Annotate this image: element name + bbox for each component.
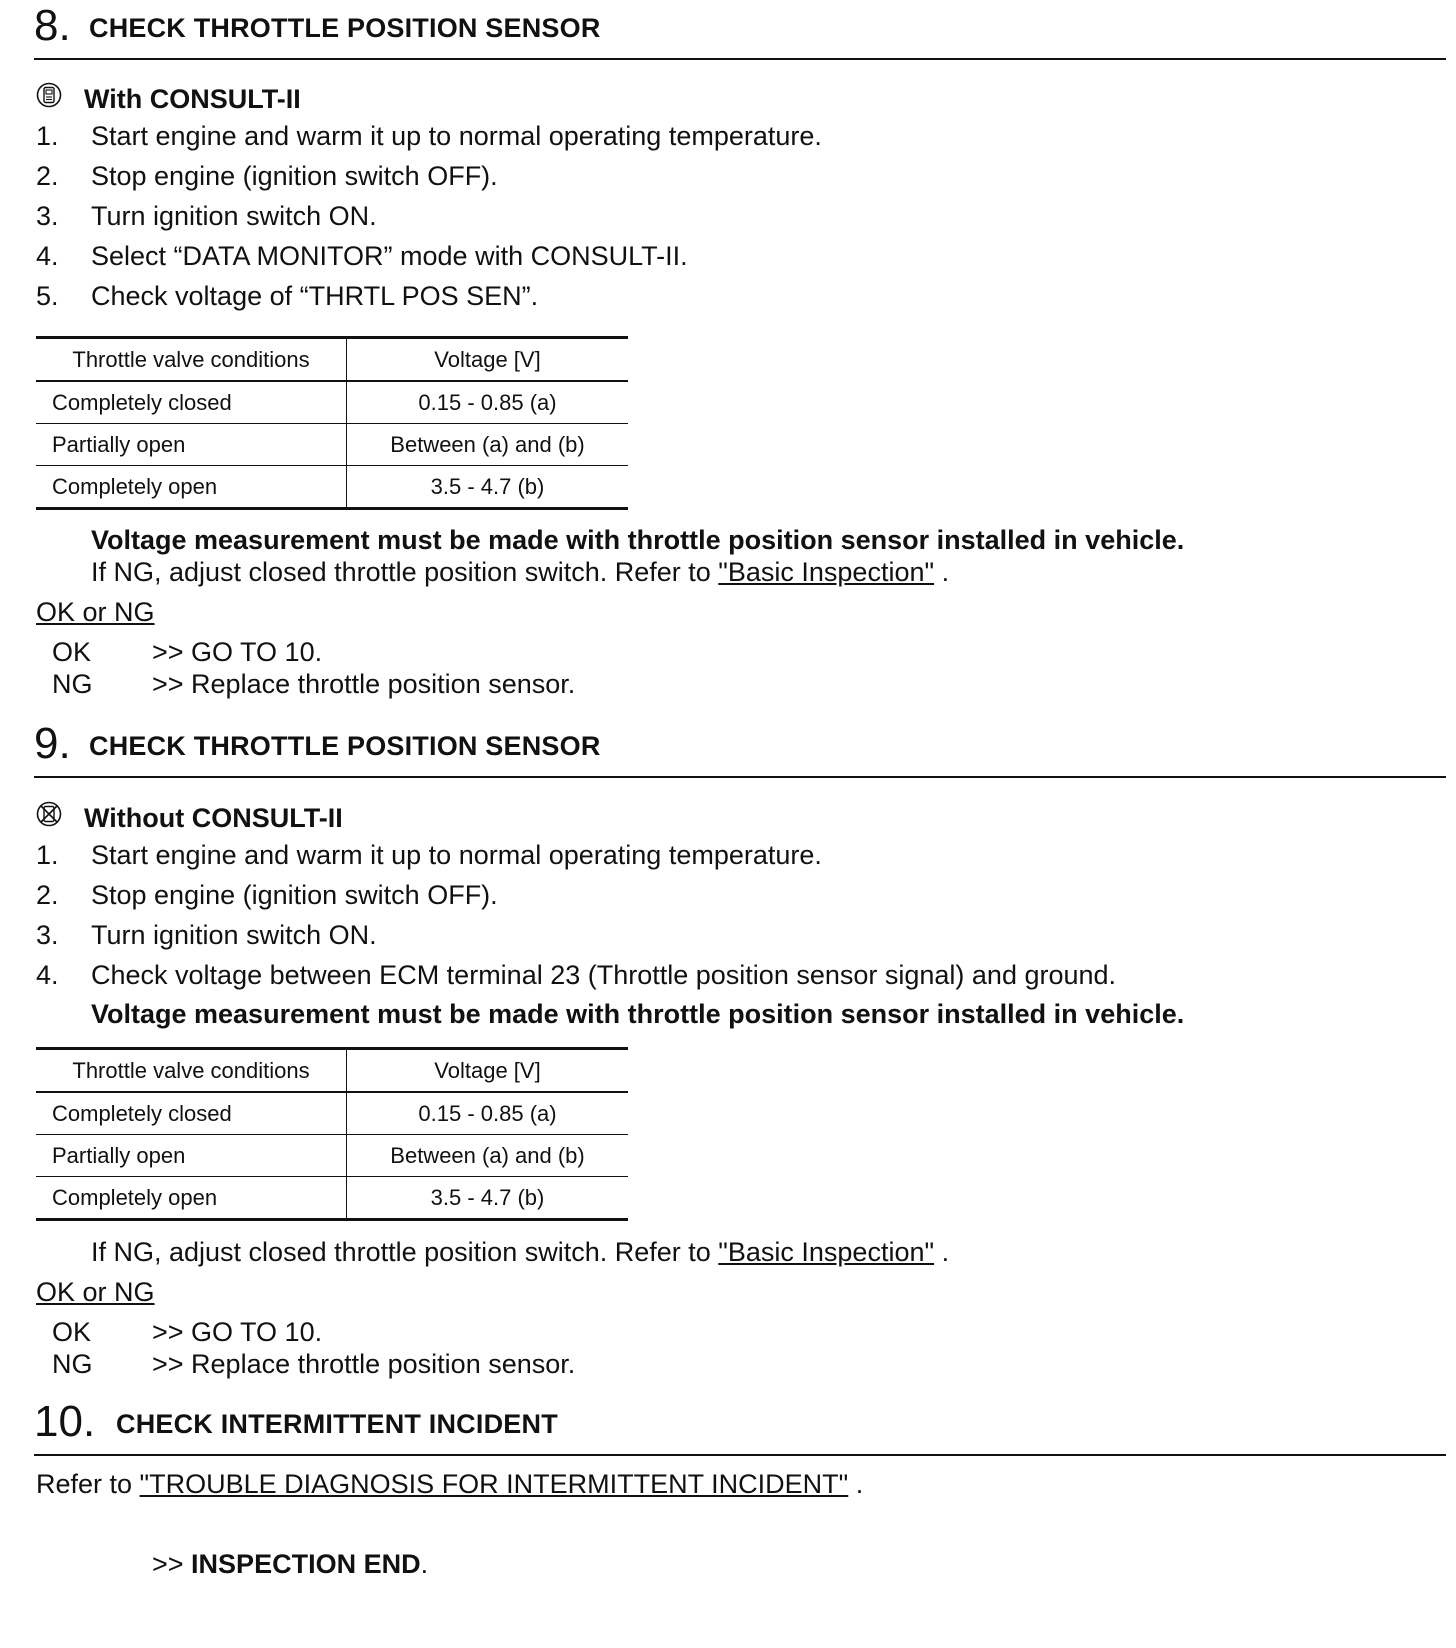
- note-text: If NG, adjust closed throttle position switch. Refer to: [91, 557, 719, 587]
- step-number: 9.: [34, 719, 71, 768]
- ng-adjust-note: [91, 1237, 949, 1268]
- result-key: OK: [52, 1317, 92, 1347]
- table-cell: 3.5 - 4.7 (b): [347, 466, 629, 509]
- ok-or-ng-label: OK or NG: [36, 1277, 155, 1307]
- result-text: >> Replace throttle position sensor.: [152, 1349, 576, 1379]
- note-suffix: .: [934, 1237, 950, 1267]
- table-cell: Between (a) and (b): [347, 1135, 629, 1177]
- table-row: [36, 1177, 628, 1220]
- item-text: Turn ignition switch ON.: [91, 201, 377, 231]
- refer-suffix: .: [848, 1469, 864, 1499]
- result-key: OK: [52, 637, 92, 667]
- ng-adjust-note: [91, 557, 949, 588]
- table-header-row: [36, 338, 628, 382]
- item-text: Start engine and warm it up to normal operating temperature.: [91, 121, 822, 151]
- end-suffix: .: [420, 1549, 429, 1579]
- result-text: >> GO TO 10.: [152, 637, 323, 667]
- step-number: 8.: [34, 1, 71, 50]
- voltage-table-8: [36, 336, 628, 510]
- table-cell: 3.5 - 4.7 (b): [347, 1177, 629, 1220]
- table-row: [36, 424, 628, 466]
- item-number: 2.: [36, 880, 59, 910]
- column-header: Voltage [V]: [347, 338, 629, 382]
- step-number: 10.: [34, 1397, 96, 1446]
- item-text: Start engine and warm it up to normal operating temperature.: [91, 840, 822, 870]
- item-number: 3.: [36, 201, 59, 231]
- result-key: NG: [52, 669, 93, 699]
- table-cell: Completely open: [36, 1177, 347, 1220]
- table-cell: 0.15 - 0.85 (a): [347, 381, 629, 424]
- note-text: If NG, adjust closed throttle position switch. Refer to: [91, 1237, 719, 1267]
- basic-inspection-link[interactable]: "Basic Inspection": [718, 1237, 935, 1267]
- inspection-end: [152, 1549, 428, 1580]
- item-text: Check voltage of “THRTL POS SEN”.: [91, 281, 539, 311]
- note-suffix: .: [934, 557, 950, 587]
- ok-or-ng-label: OK or NG: [36, 597, 155, 627]
- voltage-table-9: [36, 1047, 628, 1221]
- column-header: Voltage [V]: [347, 1049, 629, 1093]
- result-key: NG: [52, 1349, 93, 1379]
- item-number: 1.: [36, 121, 59, 151]
- column-header: Throttle valve conditions: [36, 338, 347, 382]
- item-number: 1.: [36, 840, 59, 870]
- mode-label: Without CONSULT-II: [84, 803, 343, 833]
- table-cell: Between (a) and (b): [347, 424, 629, 466]
- item-text: Stop engine (ignition switch OFF).: [91, 880, 498, 910]
- mode-label: With CONSULT-II: [84, 84, 301, 114]
- table-cell: Completely closed: [36, 381, 347, 424]
- end-arrow: >>: [152, 1549, 192, 1579]
- column-header: Throttle valve conditions: [36, 1049, 347, 1093]
- step-title: CHECK THROTTLE POSITION SENSOR: [89, 731, 601, 761]
- table-header-row: [36, 1049, 628, 1093]
- item-number: 3.: [36, 920, 59, 950]
- item-number: 4.: [36, 241, 59, 271]
- table-cell: 0.15 - 0.85 (a): [347, 1092, 629, 1135]
- table-row: [36, 381, 628, 424]
- table-cell: Partially open: [36, 1135, 347, 1177]
- step-8-header: [34, 0, 1446, 60]
- item-text: Check voltage between ECM terminal 23 (Throttle position sensor signal) and ground.: [91, 960, 1117, 990]
- item-number: 2.: [36, 161, 59, 191]
- consult-icon: [36, 82, 62, 108]
- basic-inspection-link[interactable]: "Basic Inspection": [718, 557, 935, 587]
- refer-note: [36, 1469, 863, 1500]
- item-number: 5.: [36, 281, 59, 311]
- end-label: INSPECTION END: [191, 1549, 421, 1579]
- intermittent-incident-link[interactable]: "TROUBLE DIAGNOSIS FOR INTERMITTENT INCIDENT": [139, 1469, 849, 1499]
- item-text: Select “DATA MONITOR” mode with CONSULT-II.: [91, 241, 688, 271]
- item-text: Turn ignition switch ON.: [91, 920, 377, 950]
- table-cell: Partially open: [36, 424, 347, 466]
- item-text: Stop engine (ignition switch OFF).: [91, 161, 498, 191]
- result-text: >> Replace throttle position sensor.: [152, 669, 576, 699]
- table-cell: Completely closed: [36, 1092, 347, 1135]
- refer-text: Refer to: [36, 1469, 140, 1499]
- step-9-header: [34, 718, 1446, 778]
- voltage-caution-note: Voltage measurement must be made with throttle position sensor installed in vehicle.: [91, 999, 1185, 1029]
- table-row: [36, 466, 628, 509]
- step-title: CHECK INTERMITTENT INCIDENT: [116, 1409, 558, 1439]
- step-title: CHECK THROTTLE POSITION SENSOR: [89, 13, 601, 43]
- table-row: [36, 1135, 628, 1177]
- table-cell: Completely open: [36, 466, 347, 509]
- voltage-caution-note: Voltage measurement must be made with throttle position sensor installed in vehicle.: [91, 525, 1185, 555]
- table-row: [36, 1092, 628, 1135]
- step-10-header: [34, 1396, 1446, 1456]
- item-number: 4.: [36, 960, 59, 990]
- no-consult-icon: [36, 801, 62, 827]
- result-text: >> GO TO 10.: [152, 1317, 323, 1347]
